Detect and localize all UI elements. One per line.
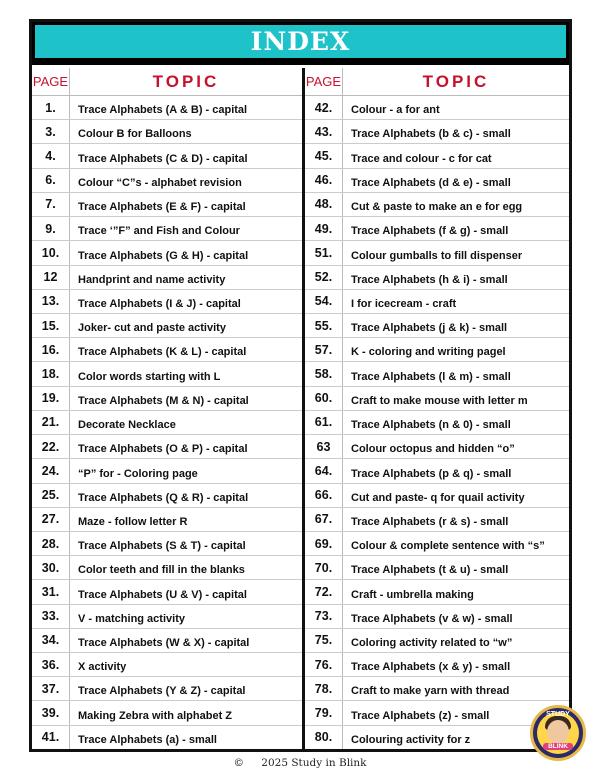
table-row [32, 96, 302, 120]
page-title: INDEX [250, 27, 351, 56]
topic-text: Trace Alphabets (j & k) - small [351, 322, 508, 335]
table-row [32, 580, 302, 604]
table-row [32, 532, 302, 556]
topic-text: Trace Alphabets (f & g) - small [351, 225, 509, 238]
logo-bottom-text: BLINK [543, 743, 573, 750]
topic-text: Trace Alphabets (O & P) - capital [78, 443, 248, 456]
table-row [305, 193, 569, 217]
table-row [305, 169, 569, 193]
page-number: 37. [32, 677, 70, 700]
title-bar [32, 22, 569, 65]
page-number: 36. [32, 653, 70, 676]
table-row [32, 266, 302, 290]
topic-text: Trace Alphabets (l & m) - small [351, 370, 511, 383]
page-number: 54. [305, 290, 343, 313]
page-number: 4. [32, 144, 70, 167]
page-number: 67. [305, 508, 343, 531]
topic-text: Coloring activity related to “w” [351, 637, 513, 650]
table-row [305, 411, 569, 435]
topic-text: Trace Alphabets (v & w) - small [351, 612, 513, 625]
topic-text: Craft to make mouse with letter m [351, 394, 528, 407]
topic-text: Colour B for Balloons [78, 128, 192, 141]
page-number: 48. [305, 193, 343, 216]
page-number: 70. [305, 556, 343, 579]
topic-text: Trace Alphabets (z) - small [351, 709, 490, 722]
page-number: 80. [305, 726, 343, 749]
topic-text: “P” for - Coloring page [78, 467, 198, 480]
page-number: 55. [305, 314, 343, 337]
page-header: PAGE [32, 68, 70, 95]
table-row [32, 484, 302, 508]
page-number: 28. [32, 532, 70, 555]
topic-text: Color words starting with L [78, 370, 221, 383]
page-number: 6. [32, 169, 70, 192]
page-number: 64. [305, 459, 343, 482]
table-row [32, 387, 302, 411]
table-row [305, 701, 569, 725]
logo-face [547, 720, 569, 744]
table-row [305, 459, 569, 483]
topic-text: Colour “C”s - alphabet revision [78, 176, 242, 189]
left-rows [32, 96, 302, 749]
footer [0, 757, 600, 769]
topic-text: Colour octopus and hidden “o” [351, 443, 515, 456]
table-row [305, 290, 569, 314]
table-row [32, 677, 302, 701]
table-row [305, 653, 569, 677]
right-header-row [305, 68, 569, 96]
table-row [32, 726, 302, 749]
page-header: PAGE [305, 68, 343, 95]
table-row [305, 677, 569, 701]
page-number: 60. [305, 387, 343, 410]
page-number: 15. [32, 314, 70, 337]
topic-text: Trace Alphabets (E & F) - capital [78, 201, 246, 214]
page-number: 34. [32, 629, 70, 652]
right-rows [305, 96, 569, 749]
page-number: 3. [32, 120, 70, 143]
topic-text: Craft - umbrella making [351, 588, 474, 601]
topic-text: Colour - a for ant [351, 104, 440, 117]
topic-text: Trace Alphabets (G & H) - capital [78, 249, 249, 262]
table-row [305, 629, 569, 653]
topic-text: Cut & paste to make an e for egg [351, 201, 523, 214]
page-number: 39. [32, 701, 70, 724]
topic-text: V - matching activity [78, 612, 185, 625]
table-row [32, 193, 302, 217]
page-number: 9. [32, 217, 70, 240]
table-row [32, 701, 302, 725]
topic-text: Trace ‘”F” and Fish and Colour [78, 225, 240, 238]
table-row [32, 605, 302, 629]
topic-text: Handprint and name activity [78, 273, 226, 286]
topic-text: Trace Alphabets (r & s) - small [351, 515, 509, 528]
topic-text: Trace Alphabets (Y & Z) - capital [78, 685, 246, 698]
page-number: 72. [305, 580, 343, 603]
topic-text: Trace Alphabets (p & q) - small [351, 467, 512, 480]
table-row [305, 435, 569, 459]
topic-text: Joker- cut and paste activity [78, 322, 226, 335]
page-number: 1. [32, 96, 70, 119]
table-row [32, 217, 302, 241]
page-number: 18. [32, 362, 70, 385]
topic-text: Trace Alphabets (h & i) - small [351, 273, 508, 286]
table-row [32, 120, 302, 144]
page-number: 21. [32, 411, 70, 434]
left-header-row [32, 68, 302, 96]
topic-text: Making Zebra with alphabet Z [78, 709, 233, 722]
table-row [305, 580, 569, 604]
page-number: 25. [32, 484, 70, 507]
topic-text: Trace Alphabets (S & T) - capital [78, 540, 246, 553]
table-row [32, 508, 302, 532]
index-frame [29, 19, 572, 752]
table-row [32, 629, 302, 653]
topic-text: Colour gumballs to fill dispenser [351, 249, 523, 262]
page-number: 52. [305, 266, 343, 289]
topic-header: TOPIC [422, 71, 490, 91]
page-number: 49. [305, 217, 343, 240]
page-number: 79. [305, 701, 343, 724]
index-table [32, 68, 569, 749]
topic-header: TOPIC [152, 71, 220, 91]
table-row [305, 314, 569, 338]
table-row [32, 556, 302, 580]
topic-text: K - coloring and writing pagel [351, 346, 506, 359]
page-number: 78. [305, 677, 343, 700]
table-row [305, 605, 569, 629]
topic-text: Trace Alphabets (Q & R) - capital [78, 491, 249, 504]
table-row [32, 653, 302, 677]
footer-text: 2025 Study in Blink [261, 757, 367, 769]
page-number: 7. [32, 193, 70, 216]
topic-text: Trace Alphabets (I & J) - capital [78, 297, 241, 310]
topic-text: Trace Alphabets (U & V) - capital [78, 588, 247, 601]
table-row [305, 96, 569, 120]
page-number: 43. [305, 120, 343, 143]
table-row [32, 435, 302, 459]
page-number: 16. [32, 338, 70, 361]
logo-top-text: STUDY [546, 711, 570, 718]
page-number: 57. [305, 338, 343, 361]
topic-text: Trace Alphabets (a) - small [78, 733, 217, 746]
page-number: 13. [32, 290, 70, 313]
topic-text: Cut and paste- q for quail activity [351, 491, 525, 504]
page-number: 31. [32, 580, 70, 603]
page-number: 75. [305, 629, 343, 652]
table-row [305, 532, 569, 556]
left-column [32, 68, 305, 749]
table-row [305, 338, 569, 362]
page-number: 24. [32, 459, 70, 482]
topic-text: Trace Alphabets (x & y) - small [351, 661, 511, 674]
topic-text: Trace Alphabets (d & e) - small [351, 176, 511, 189]
topic-text: Color teeth and fill in the blanks [78, 564, 245, 577]
topic-text: Trace Alphabets (A & B) - capital [78, 104, 248, 117]
page-number: 69. [305, 532, 343, 555]
page-number: 63 [305, 435, 343, 458]
table-row [305, 241, 569, 265]
topic-text: Trace and colour - c for cat [351, 152, 492, 165]
table-row [32, 241, 302, 265]
title-banner [35, 25, 566, 58]
table-row [32, 144, 302, 168]
page-number: 41. [32, 726, 70, 749]
table-row [32, 314, 302, 338]
page-number: 45. [305, 144, 343, 167]
table-row [305, 508, 569, 532]
topic-text: Craft to make yarn with thread [351, 685, 510, 698]
table-row [32, 169, 302, 193]
page-number: 22. [32, 435, 70, 458]
topic-text: Trace Alphabets (M & N) - capital [78, 394, 249, 407]
topic-text: Trace Alphabets (K & L) - capital [78, 346, 247, 359]
table-row [305, 144, 569, 168]
topic-text: Trace Alphabets (C & D) - capital [78, 152, 248, 165]
page-number: 42. [305, 96, 343, 119]
study-in-blink-logo [530, 705, 586, 761]
right-column [305, 68, 569, 749]
page-number: 27. [32, 508, 70, 531]
topic-text: Colour & complete sentence with “s” [351, 540, 545, 553]
page-number: 30. [32, 556, 70, 579]
topic-text: X activity [78, 661, 127, 674]
table-row [32, 290, 302, 314]
topic-text: Colouring activity for z [351, 733, 471, 746]
topic-text: Maze - follow letter R [78, 515, 188, 528]
table-row [305, 484, 569, 508]
page-number: 46. [305, 169, 343, 192]
page-number: 10. [32, 241, 70, 264]
table-row [305, 120, 569, 144]
table-row [305, 362, 569, 386]
copyright-symbol: © [233, 757, 244, 769]
page-number: 76. [305, 653, 343, 676]
page-number: 19. [32, 387, 70, 410]
topic-text: Trace Alphabets (n & 0) - small [351, 419, 511, 432]
table-row [305, 556, 569, 580]
page-number: 66. [305, 484, 343, 507]
topic-text: Trace Alphabets (b & c) - small [351, 128, 511, 141]
page-number: 73. [305, 605, 343, 628]
table-row [32, 338, 302, 362]
page-number: 61. [305, 411, 343, 434]
topic-text: Trace Alphabets (t & u) - small [351, 564, 509, 577]
table-row [32, 362, 302, 386]
table-row [32, 459, 302, 483]
table-row [305, 266, 569, 290]
topic-text: Decorate Necklace [78, 419, 176, 432]
topic-text: Trace Alphabets (W & X) - capital [78, 637, 250, 650]
page-number: 58. [305, 362, 343, 385]
table-row [305, 387, 569, 411]
table-row [32, 411, 302, 435]
topic-text: I for icecream - craft [351, 297, 457, 310]
page-number: 51. [305, 241, 343, 264]
page-number: 12 [32, 266, 70, 289]
page-number: 33. [32, 605, 70, 628]
table-row [305, 217, 569, 241]
